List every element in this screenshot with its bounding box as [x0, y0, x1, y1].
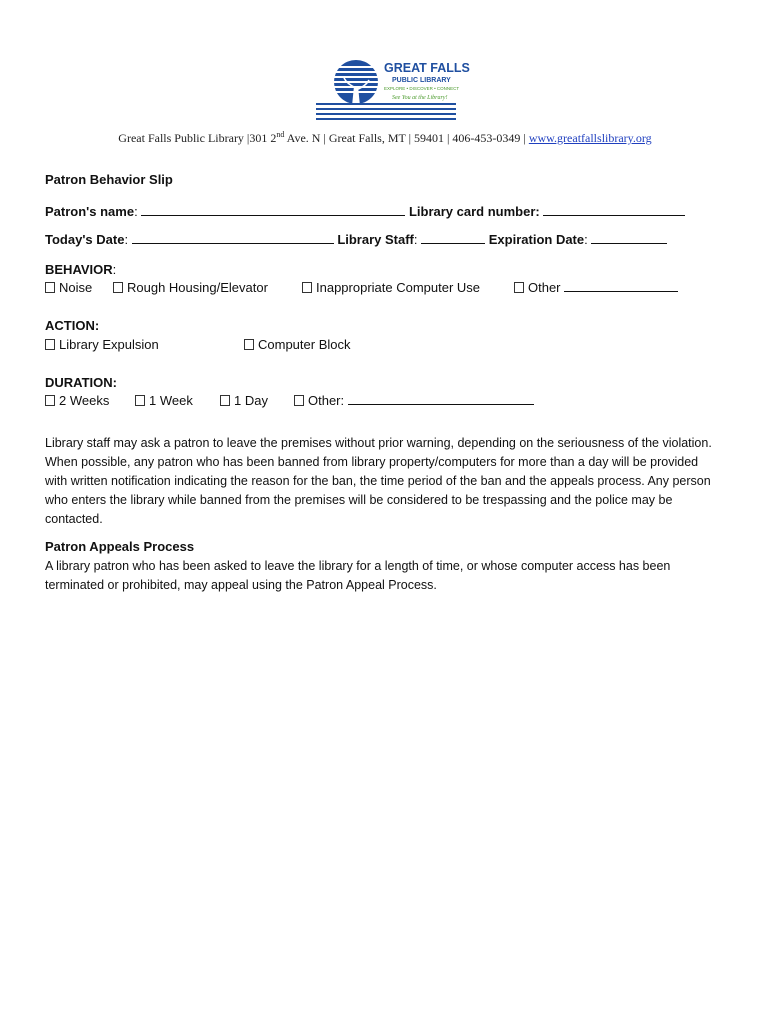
- policy-paragraph: Library staff may ask a patron to leave the premises without prior warning, depending on the seriousness of the violation. When possible, any patron who has been banned from library property/computers for more than a day will be provided with written notification indicating the reason for the ban, the time period of the ban and the appeals process. Any person who enters the library while banned from the premises will be considered to be trespassing and the police may be contacted.: [45, 436, 712, 526]
- option-label: Noise: [59, 280, 93, 295]
- form-title: Patron Behavior Slip: [45, 172, 173, 187]
- option-label: 2 Weeks: [59, 393, 110, 408]
- checkbox-icon[interactable]: [135, 395, 145, 406]
- address-superscript: nd: [276, 130, 285, 139]
- logo-title: GREAT FALLS: [384, 61, 470, 75]
- behavior-option-rough-housing[interactable]: [113, 280, 268, 295]
- patron-name-field[interactable]: [141, 204, 405, 216]
- action-option-expulsion[interactable]: [45, 337, 159, 352]
- behavior-heading: [45, 262, 116, 277]
- water-stripes: [316, 103, 456, 120]
- duration-option-1-day[interactable]: [220, 393, 268, 408]
- duration-heading: DURATION:: [45, 375, 117, 390]
- action-option-computer-block[interactable]: [244, 337, 350, 352]
- checkbox-icon[interactable]: [113, 282, 123, 293]
- logo-subtitle: PUBLIC LIBRARY: [392, 77, 451, 84]
- option-label: Library Expulsion: [59, 337, 159, 352]
- checkbox-icon[interactable]: [220, 395, 230, 406]
- checkbox-icon[interactable]: [244, 339, 254, 350]
- expiration-date-colon: :: [584, 232, 588, 247]
- checkbox-icon[interactable]: [45, 282, 55, 293]
- card-number-label: Library card number:: [408, 204, 540, 219]
- option-label: 1 Day: [234, 393, 268, 408]
- checkbox-icon[interactable]: [294, 395, 304, 406]
- library-staff-colon: :: [413, 232, 418, 247]
- library-logo: [314, 56, 476, 124]
- behavior-option-computer-use[interactable]: [302, 280, 480, 295]
- date-staff-row: [45, 232, 667, 247]
- appeals-paragraph: A library patron who has been asked to leave the library for a length of time, or whose computer access has been terminated or prohibited, may appeal using the Patron Appeal Process.: [45, 559, 671, 592]
- library-staff-field[interactable]: [421, 232, 485, 244]
- todays-date-label: Today's Date: [45, 232, 125, 247]
- checkbox-icon[interactable]: [45, 395, 55, 406]
- todays-date-colon: :: [124, 232, 129, 247]
- behavior-option-other[interactable]: [514, 280, 678, 295]
- address-text: Great Falls Public Library |301 2: [118, 131, 277, 145]
- expiration-date-field[interactable]: [591, 232, 667, 244]
- option-label: Rough Housing/Elevator: [127, 280, 268, 295]
- checkbox-icon[interactable]: [514, 282, 524, 293]
- checkbox-icon[interactable]: [302, 282, 312, 293]
- logo-tagline: See You at the Library!: [392, 95, 448, 101]
- website-link[interactable]: www.greatfallslibrary.org: [528, 131, 652, 145]
- duration-other-field[interactable]: [348, 393, 534, 405]
- patron-name-row: [45, 204, 685, 219]
- behavior-heading-colon: :: [112, 262, 117, 277]
- option-label: Other: [528, 280, 561, 295]
- behavior-option-noise[interactable]: [45, 280, 92, 295]
- duration-option-other[interactable]: [294, 393, 534, 408]
- behavior-other-field[interactable]: [564, 280, 678, 292]
- patron-name-label: Patron's name: [45, 204, 135, 219]
- action-heading: ACTION:: [45, 318, 100, 333]
- behavior-heading-text: BEHAVIOR: [45, 262, 113, 277]
- option-label: Computer Block: [258, 337, 351, 352]
- todays-date-field[interactable]: [132, 232, 334, 244]
- library-staff-label: Library Staff: [337, 232, 414, 247]
- address-text-rest: Ave. N | Great Falls, MT | 59401 | 406-453-0349 |: [284, 131, 529, 145]
- expiration-date-label: Expiration Date: [488, 232, 585, 247]
- option-label: Other:: [308, 393, 345, 408]
- card-number-field[interactable]: [543, 204, 685, 216]
- tree-icon: [332, 60, 380, 106]
- option-label: 1 Week: [149, 393, 193, 408]
- patron-name-colon: :: [134, 204, 138, 219]
- appeals-heading: Patron Appeals Process: [45, 539, 195, 554]
- duration-option-1-week[interactable]: [135, 393, 193, 408]
- checkbox-icon[interactable]: [45, 339, 55, 350]
- library-address-line: [0, 130, 770, 146]
- duration-option-2-weeks[interactable]: [45, 393, 109, 408]
- option-label: Inappropriate Computer Use: [316, 280, 481, 295]
- logo-motto: EXPLORE • DISCOVER • CONNECT: [384, 86, 460, 91]
